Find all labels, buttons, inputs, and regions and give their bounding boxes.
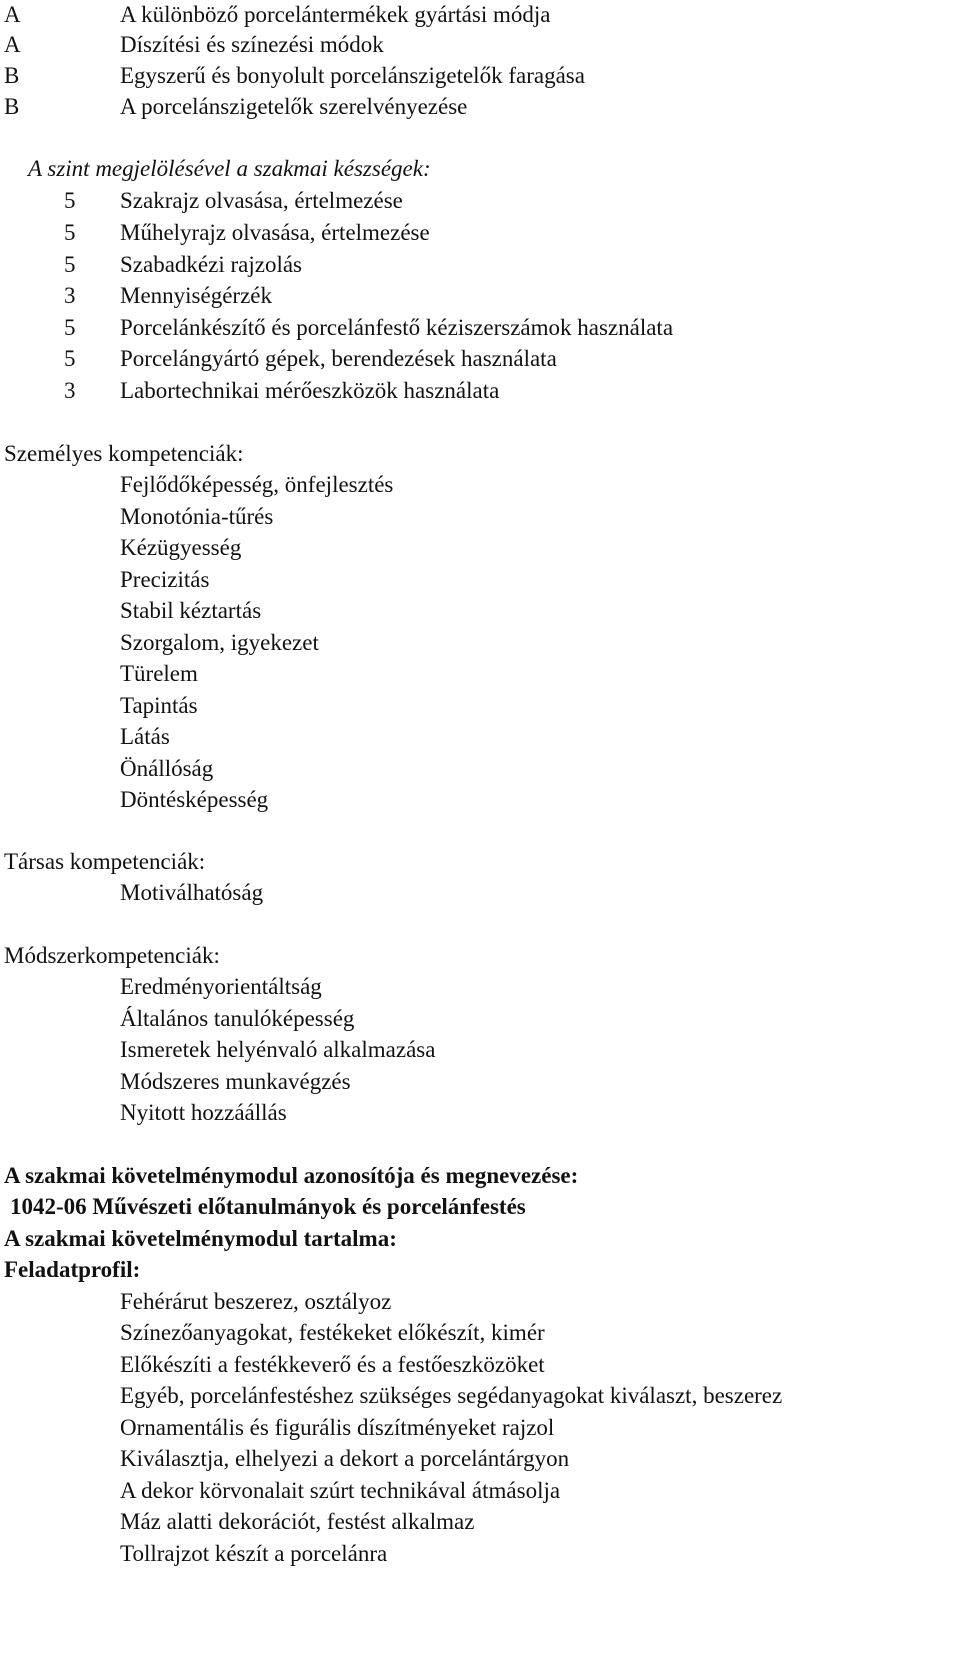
- item-text: Labortechnikai mérőeszközök használata: [120, 378, 500, 403]
- item-text: Tollrajzot készít a porcelánra: [120, 1541, 388, 1566]
- item-text: A porcelánszigetelők szerelvényezése: [120, 94, 468, 119]
- item-text: Nyitott hozzáállás: [120, 1100, 287, 1125]
- item-text: Önállóság: [120, 756, 214, 781]
- level-code: B: [4, 94, 20, 119]
- item-text: Egyszerű és bonyolult porcelánszigetelők faragása: [120, 63, 585, 88]
- item-text: Monotónia-tűrés: [120, 504, 274, 529]
- item-text: Szorgalom, igyekezet: [120, 630, 319, 655]
- item-text: Előkészíti a festékkeverő és a festőeszközöket: [120, 1352, 545, 1377]
- level-code: 5: [64, 188, 76, 213]
- skills-heading: A szint megjelölésével a szakmai készségek:: [28, 156, 431, 181]
- item-text: Színezőanyagokat, festékeket előkészít, kimér: [120, 1320, 545, 1345]
- item-text: Műhelyrajz olvasása, értelmezése: [120, 220, 430, 245]
- item-text: A dekor körvonalait szúrt technikával átmásolja: [120, 1478, 561, 1503]
- item-text: Kiválasztja, elhelyezi a dekort a porcelántárgyon: [120, 1446, 570, 1471]
- method-heading: Módszerkompetenciák:: [4, 943, 220, 968]
- item-text: Fehérárut beszerez, osztályoz: [120, 1289, 392, 1314]
- item-text: Máz alatti dekorációt, festést alkalmaz: [120, 1509, 475, 1534]
- item-text: Általános tanulóképesség: [120, 1006, 355, 1031]
- item-text: Motiválhatóság: [120, 880, 264, 905]
- level-code: A: [4, 2, 21, 27]
- task-profile-heading: Feladatprofil:: [4, 1257, 141, 1282]
- item-text: Kézügyesség: [120, 535, 242, 560]
- level-code: A: [4, 32, 21, 57]
- item-text: Eredményorientáltság: [120, 974, 322, 999]
- module-id-heading: A szakmai követelménymodul azonosítója és megnevezése:: [4, 1163, 579, 1188]
- item-text: Tapintás: [120, 693, 198, 718]
- module-id: 1042-06 Művészeti előtanulmányok és porcelánfestés: [10, 1194, 526, 1219]
- item-text: Precizitás: [120, 567, 210, 592]
- item-text: Díszítési és színezési módok: [120, 32, 384, 57]
- personal-heading: Személyes kompetenciák:: [4, 441, 244, 466]
- item-text: Módszeres munkavégzés: [120, 1069, 351, 1094]
- item-text: A különböző porcelántermékek gyártási módja: [120, 2, 551, 27]
- item-text: Ismeretek helyénvaló alkalmazása: [120, 1037, 436, 1062]
- level-code: 5: [64, 220, 76, 245]
- item-text: Fejlődőképesség, önfejlesztés: [120, 472, 394, 497]
- item-text: Stabil kéztartás: [120, 598, 262, 623]
- module-content-heading: A szakmai követelménymodul tartalma:: [4, 1226, 397, 1251]
- item-text: Szakrajz olvasása, értelmezése: [120, 188, 403, 213]
- item-text: Döntésképesség: [120, 787, 269, 812]
- item-text: Porcelángyártó gépek, berendezések használata: [120, 346, 557, 371]
- level-code: 5: [64, 252, 76, 277]
- level-code: 3: [64, 283, 76, 308]
- level-code: 3: [64, 378, 76, 403]
- item-text: Türelem: [120, 661, 198, 686]
- item-text: Látás: [120, 724, 170, 749]
- item-text: Mennyiségérzék: [120, 283, 272, 308]
- item-text: Porcelánkészítő és porcelánfestő kéziszerszámok használata: [120, 315, 674, 340]
- social-heading: Társas kompetenciák:: [4, 849, 206, 874]
- level-code: B: [4, 63, 20, 88]
- level-code: 5: [64, 315, 76, 340]
- item-text: Egyéb, porcelánfestéshez szükséges segédanyagokat kiválaszt, beszerez: [120, 1383, 783, 1408]
- level-code: 5: [64, 346, 76, 371]
- item-text: Ornamentális és figurális díszítményeket rajzol: [120, 1415, 555, 1440]
- item-text: Szabadkézi rajzolás: [120, 252, 302, 277]
